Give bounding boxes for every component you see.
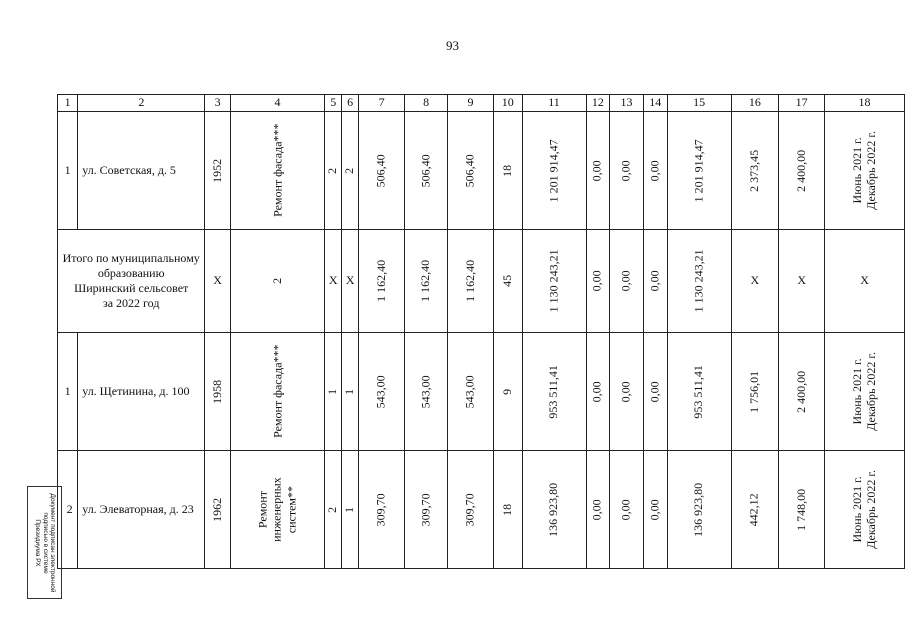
value-cell: 1 130 243,21	[522, 230, 586, 333]
value-cell: 18	[493, 112, 522, 230]
total-label: Итого по муниципальному образованию Ширинский сельсовет за 2022 год	[58, 230, 205, 333]
stamp-line: Документ подписан электронной	[48, 493, 56, 592]
header-cell: 14	[643, 95, 667, 112]
page-number: 93	[446, 38, 459, 53]
value-cell: 1 162,40	[359, 230, 405, 333]
value-cell: X	[731, 230, 779, 333]
row-number: 2	[58, 451, 78, 569]
work-type-cell: Ремонт фасада***	[230, 112, 324, 230]
value-cell: 0,00	[586, 230, 610, 333]
table-row	[58, 451, 905, 569]
header-cell: 15	[667, 95, 731, 112]
year-cell: 1958	[205, 333, 230, 451]
value-cell: 543,00	[448, 333, 494, 451]
total-row	[58, 230, 905, 333]
value-cell: 1	[325, 333, 342, 451]
row-number: 1	[58, 333, 78, 451]
value-cell: 2	[230, 230, 324, 333]
year-cell: 1962	[205, 451, 230, 569]
header-cell: 12	[586, 95, 610, 112]
stamp-line: Президиума РХ	[33, 518, 41, 567]
value-cell: 0,00	[643, 112, 667, 230]
value-cell: 953 511,41	[667, 333, 731, 451]
value-cell: 2 400,00	[779, 112, 825, 230]
value-cell: 0,00	[610, 230, 644, 333]
value-cell: 1 201 914,47	[667, 112, 731, 230]
header-cell: 16	[731, 95, 779, 112]
value-cell: 2	[325, 451, 342, 569]
value-cell: X	[325, 230, 342, 333]
value-cell: 0,00	[643, 451, 667, 569]
capital-repair-table	[57, 94, 905, 569]
value-cell: 309,70	[448, 451, 494, 569]
term-cell: Июнь 2021 г. Декабрь 2022 г.	[825, 112, 905, 230]
header-cell: 9	[448, 95, 494, 112]
stamp-line: подписью в системе	[41, 511, 49, 574]
year-cell: 1952	[205, 112, 230, 230]
term-cell: Июнь 2021 г. Декабрь 2022 г.	[825, 451, 905, 569]
work-type-cell: Ремонт фасада***	[230, 333, 324, 451]
header-cell: 2	[78, 95, 205, 112]
address-cell: ул. Элеваторная, д. 23	[78, 451, 205, 569]
value-cell: 309,70	[405, 451, 448, 569]
value-cell: 1 756,01	[731, 333, 779, 451]
value-cell: 2	[342, 112, 359, 230]
value-cell: 1 162,40	[405, 230, 448, 333]
value-cell: X	[205, 230, 230, 333]
value-cell: 136 923,80	[522, 451, 586, 569]
value-cell: 309,70	[359, 451, 405, 569]
value-cell: 18	[493, 451, 522, 569]
table-row	[58, 333, 905, 451]
value-cell: 1	[342, 451, 359, 569]
header-cell: 4	[230, 95, 324, 112]
value-cell: 9	[493, 333, 522, 451]
value-cell: 2 400,00	[779, 333, 825, 451]
value-cell: 0,00	[610, 112, 644, 230]
value-cell: 1 748,00	[779, 451, 825, 569]
header-cell: 18	[825, 95, 905, 112]
value-cell: 543,00	[405, 333, 448, 451]
header-cell: 6	[342, 95, 359, 112]
value-cell: 1 201 914,47	[522, 112, 586, 230]
header-cell: 10	[493, 95, 522, 112]
address-cell: ул. Советская, д. 5	[78, 112, 205, 230]
value-cell: X	[779, 230, 825, 333]
row-number: 1	[58, 112, 78, 230]
header-cell: 7	[359, 95, 405, 112]
value-cell: 506,40	[405, 112, 448, 230]
value-cell: 1 130 243,21	[667, 230, 731, 333]
value-cell: X	[825, 230, 905, 333]
value-cell: 1	[342, 333, 359, 451]
value-cell: 506,40	[448, 112, 494, 230]
value-cell: 0,00	[643, 230, 667, 333]
header-cell: 13	[610, 95, 644, 112]
header-cell: 17	[779, 95, 825, 112]
value-cell: 0,00	[586, 112, 610, 230]
value-cell: 0,00	[643, 333, 667, 451]
value-cell: 0,00	[586, 451, 610, 569]
value-cell: 2	[325, 112, 342, 230]
value-cell: 506,40	[359, 112, 405, 230]
header-cell: 8	[405, 95, 448, 112]
work-type-cell: Ремонт инженерных систем**	[230, 451, 324, 569]
value-cell: 0,00	[610, 333, 644, 451]
value-cell: 543,00	[359, 333, 405, 451]
value-cell: 2 373,45	[731, 112, 779, 230]
value-cell: 0,00	[610, 451, 644, 569]
value-cell: 1 162,40	[448, 230, 494, 333]
header-cell: 11	[522, 95, 586, 112]
table-row	[58, 112, 905, 230]
header-cell: 1	[58, 95, 78, 112]
value-cell: 0,00	[586, 333, 610, 451]
value-cell: X	[342, 230, 359, 333]
header-row	[58, 95, 905, 112]
signature-stamp	[27, 486, 62, 599]
value-cell: 442,12	[731, 451, 779, 569]
value-cell: 136 923,80	[667, 451, 731, 569]
header-cell: 3	[205, 95, 230, 112]
header-cell: 5	[325, 95, 342, 112]
address-cell: ул. Щетинина, д. 100	[78, 333, 205, 451]
value-cell: 45	[493, 230, 522, 333]
term-cell: Июнь 2021 г. Декабрь 2022 г.	[825, 333, 905, 451]
value-cell: 953 511,41	[522, 333, 586, 451]
